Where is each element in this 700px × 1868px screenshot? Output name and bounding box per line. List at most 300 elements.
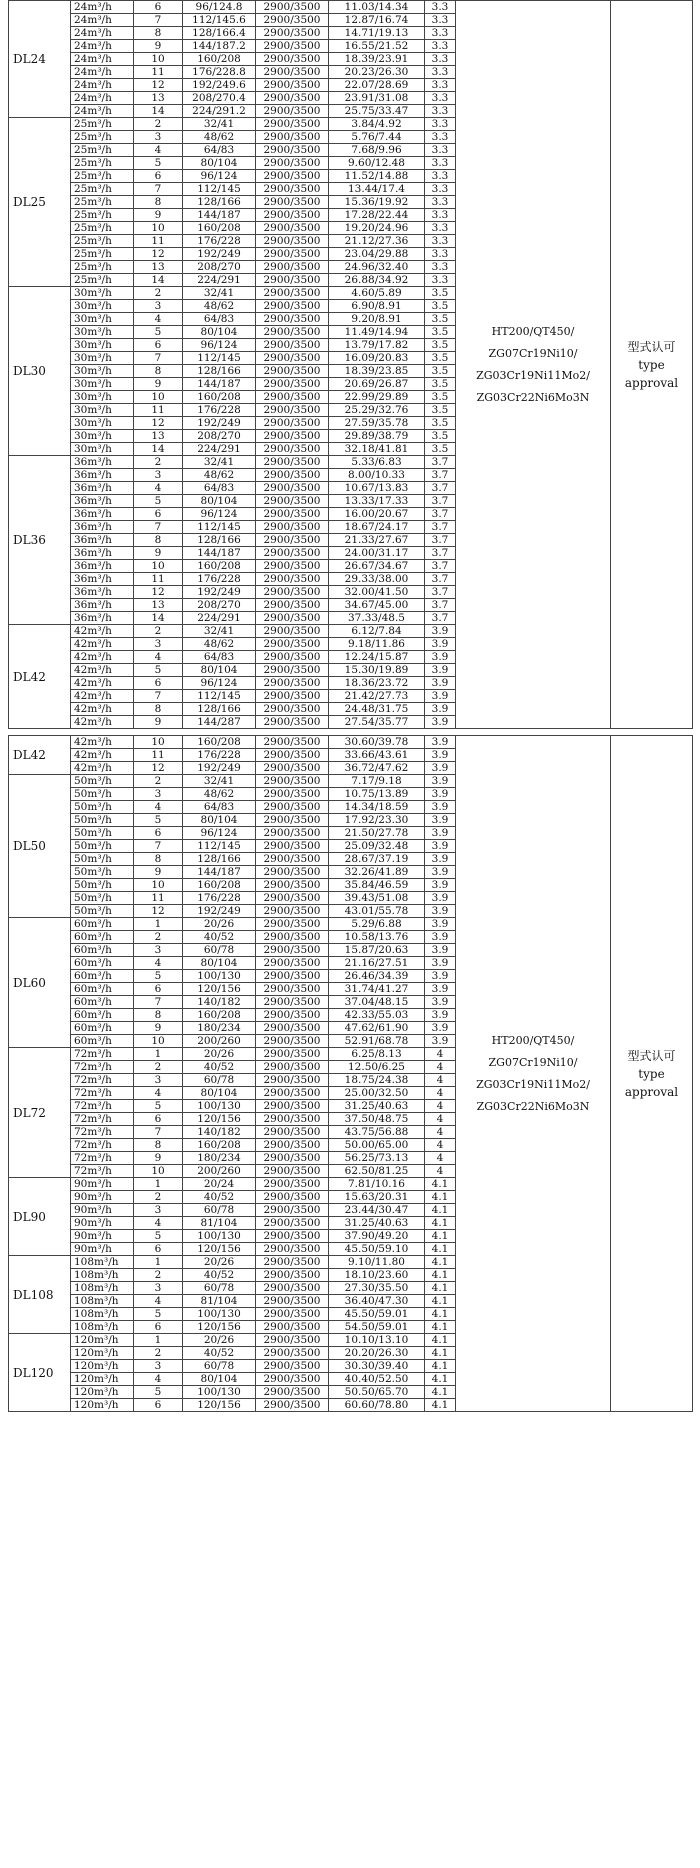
power-cell: 32.26/41.89: [329, 866, 425, 879]
spec-sheet: [8, 0, 692, 1412]
head-cell: 100/130: [183, 970, 256, 983]
speed-cell: 2900/3500: [256, 638, 329, 651]
flow-cell: 108m³/h: [71, 1308, 134, 1321]
flow-cell: 50m³/h: [71, 788, 134, 801]
head-cell: 176/228: [183, 404, 256, 417]
head-cell: 40/52: [183, 1191, 256, 1204]
power-cell: 12.50/6.25: [329, 1061, 425, 1074]
speed-cell: 2900/3500: [256, 469, 329, 482]
stage-cell: 5: [134, 1308, 183, 1321]
flow-cell: 60m³/h: [71, 1035, 134, 1048]
npsh-cell: 3.9: [425, 788, 456, 801]
head-cell: 64/83: [183, 482, 256, 495]
npsh-cell: 3.7: [425, 560, 456, 573]
flow-cell: 108m³/h: [71, 1295, 134, 1308]
power-cell: 21.42/27.73: [329, 690, 425, 703]
speed-cell: 2900/3500: [256, 339, 329, 352]
flow-cell: 30m³/h: [71, 391, 134, 404]
head-cell: 140/182: [183, 1126, 256, 1139]
npsh-cell: 3.7: [425, 599, 456, 612]
speed-cell: 2900/3500: [256, 1321, 329, 1334]
speed-cell: 2900/3500: [256, 326, 329, 339]
power-cell: 28.67/37.19: [329, 853, 425, 866]
flow-cell: 30m³/h: [71, 339, 134, 352]
npsh-cell: 3.5: [425, 326, 456, 339]
npsh-cell: 3.5: [425, 391, 456, 404]
head-cell: 160/208: [183, 736, 256, 749]
material-line: ZG03Cr22Ni6Mo3N: [476, 1099, 590, 1113]
stage-cell: 5: [134, 664, 183, 677]
model-cell: DL36: [9, 456, 71, 625]
npsh-cell: 4.1: [425, 1295, 456, 1308]
power-cell: 35.84/46.59: [329, 879, 425, 892]
speed-cell: 2900/3500: [256, 1204, 329, 1217]
head-cell: 160/208: [183, 391, 256, 404]
flow-cell: 72m³/h: [71, 1074, 134, 1087]
head-cell: 140/182: [183, 996, 256, 1009]
flow-cell: 72m³/h: [71, 1126, 134, 1139]
flow-cell: 24m³/h: [71, 27, 134, 40]
head-cell: 192/249: [183, 586, 256, 599]
stage-cell: 8: [134, 1139, 183, 1152]
speed-cell: 2900/3500: [256, 1, 329, 14]
npsh-cell: 3.9: [425, 918, 456, 931]
npsh-cell: 3.3: [425, 196, 456, 209]
head-cell: 40/52: [183, 931, 256, 944]
speed-cell: 2900/3500: [256, 664, 329, 677]
head-cell: 64/83: [183, 144, 256, 157]
power-cell: 21.12/27.36: [329, 235, 425, 248]
npsh-cell: 3.9: [425, 690, 456, 703]
flow-cell: 36m³/h: [71, 547, 134, 560]
head-cell: 160/208: [183, 222, 256, 235]
flow-cell: 30m³/h: [71, 365, 134, 378]
flow-cell: 36m³/h: [71, 521, 134, 534]
stage-cell: 4: [134, 957, 183, 970]
npsh-cell: 3.5: [425, 313, 456, 326]
flow-cell: 25m³/h: [71, 183, 134, 196]
speed-cell: 2900/3500: [256, 840, 329, 853]
flow-cell: 60m³/h: [71, 931, 134, 944]
stage-cell: 1: [134, 1048, 183, 1061]
speed-cell: 2900/3500: [256, 970, 329, 983]
power-cell: 27.54/35.77: [329, 716, 425, 729]
speed-cell: 2900/3500: [256, 66, 329, 79]
material-line: HT200/QT450/: [491, 1033, 575, 1047]
head-cell: 20/26: [183, 1048, 256, 1061]
flow-cell: 50m³/h: [71, 866, 134, 879]
npsh-cell: 3.7: [425, 586, 456, 599]
head-cell: 40/52: [183, 1061, 256, 1074]
power-cell: 43.75/56.88: [329, 1126, 425, 1139]
speed-cell: 2900/3500: [256, 209, 329, 222]
power-cell: 37.50/48.75: [329, 1113, 425, 1126]
material-line: ZG03Cr19Ni11Mo2/: [476, 1077, 590, 1091]
material-line: ZG03Cr22Ni6Mo3N: [476, 390, 590, 404]
speed-cell: 2900/3500: [256, 300, 329, 313]
npsh-cell: 4: [425, 1113, 456, 1126]
speed-cell: 2900/3500: [256, 222, 329, 235]
stage-cell: 2: [134, 775, 183, 788]
power-cell: 7.81/10.16: [329, 1178, 425, 1191]
stage-cell: 7: [134, 1126, 183, 1139]
npsh-cell: 4: [425, 1165, 456, 1178]
head-cell: 48/62: [183, 131, 256, 144]
speed-cell: 2900/3500: [256, 957, 329, 970]
head-cell: 176/228: [183, 235, 256, 248]
speed-cell: 2900/3500: [256, 1334, 329, 1347]
flow-cell: 108m³/h: [71, 1321, 134, 1334]
stage-cell: 11: [134, 749, 183, 762]
head-cell: 176/228: [183, 892, 256, 905]
stage-cell: 7: [134, 840, 183, 853]
speed-cell: 2900/3500: [256, 560, 329, 573]
flow-cell: 25m³/h: [71, 209, 134, 222]
model-cell: DL24: [9, 1, 71, 118]
power-cell: 30.30/39.40: [329, 1360, 425, 1373]
speed-cell: 2900/3500: [256, 1100, 329, 1113]
npsh-cell: 3.9: [425, 651, 456, 664]
power-cell: 45.50/59.01: [329, 1308, 425, 1321]
head-cell: 224/291: [183, 612, 256, 625]
head-cell: 112/145: [183, 183, 256, 196]
flow-cell: 36m³/h: [71, 534, 134, 547]
speed-cell: 2900/3500: [256, 599, 329, 612]
head-cell: 60/78: [183, 1282, 256, 1295]
stage-cell: 12: [134, 905, 183, 918]
flow-cell: 60m³/h: [71, 957, 134, 970]
stage-cell: 14: [134, 443, 183, 456]
npsh-cell: 3.9: [425, 827, 456, 840]
npsh-cell: 3.5: [425, 365, 456, 378]
stage-cell: 5: [134, 814, 183, 827]
stage-cell: 3: [134, 944, 183, 957]
head-cell: 81/104: [183, 1295, 256, 1308]
head-cell: 60/78: [183, 1204, 256, 1217]
npsh-cell: 3.9: [425, 879, 456, 892]
flow-cell: 50m³/h: [71, 905, 134, 918]
flow-cell: 72m³/h: [71, 1152, 134, 1165]
speed-cell: 2900/3500: [256, 92, 329, 105]
power-cell: 15.36/19.92: [329, 196, 425, 209]
power-cell: 50.50/65.70: [329, 1386, 425, 1399]
speed-cell: 2900/3500: [256, 1308, 329, 1321]
stage-cell: 8: [134, 853, 183, 866]
speed-cell: 2900/3500: [256, 1282, 329, 1295]
npsh-cell: 3.9: [425, 749, 456, 762]
flow-cell: 120m³/h: [71, 1386, 134, 1399]
speed-cell: 2900/3500: [256, 443, 329, 456]
head-cell: 208/270: [183, 430, 256, 443]
power-cell: 9.60/12.48: [329, 157, 425, 170]
stage-cell: 2: [134, 625, 183, 638]
head-cell: 160/208: [183, 1139, 256, 1152]
power-cell: 26.46/34.39: [329, 970, 425, 983]
speed-cell: 2900/3500: [256, 417, 329, 430]
npsh-cell: 3.9: [425, 892, 456, 905]
head-cell: 128/166: [183, 534, 256, 547]
power-cell: 31.25/40.63: [329, 1100, 425, 1113]
power-cell: 27.30/35.50: [329, 1282, 425, 1295]
head-cell: 144/187: [183, 547, 256, 560]
stage-cell: 4: [134, 1373, 183, 1386]
power-cell: 5.29/6.88: [329, 918, 425, 931]
speed-cell: 2900/3500: [256, 1009, 329, 1022]
stage-cell: 8: [134, 1009, 183, 1022]
power-cell: 11.49/14.94: [329, 326, 425, 339]
head-cell: 32/41: [183, 118, 256, 131]
head-cell: 128/166: [183, 703, 256, 716]
certification-cell: [611, 1, 693, 729]
speed-cell: 2900/3500: [256, 827, 329, 840]
head-cell: 64/83: [183, 313, 256, 326]
head-cell: 224/291.2: [183, 105, 256, 118]
npsh-cell: 3.3: [425, 183, 456, 196]
stage-cell: 6: [134, 983, 183, 996]
stage-cell: 12: [134, 248, 183, 261]
stage-cell: 5: [134, 1100, 183, 1113]
power-cell: 6.25/8.13: [329, 1048, 425, 1061]
npsh-cell: 3.3: [425, 27, 456, 40]
npsh-cell: 3.7: [425, 573, 456, 586]
flow-cell: 24m³/h: [71, 105, 134, 118]
power-cell: 25.29/32.76: [329, 404, 425, 417]
head-cell: 120/156: [183, 1243, 256, 1256]
npsh-cell: 3.9: [425, 677, 456, 690]
head-cell: 80/104: [183, 326, 256, 339]
flow-cell: 42m³/h: [71, 651, 134, 664]
head-cell: 144/187.2: [183, 40, 256, 53]
npsh-cell: 3.9: [425, 996, 456, 1009]
head-cell: 100/130: [183, 1100, 256, 1113]
speed-cell: 2900/3500: [256, 1256, 329, 1269]
flow-cell: 60m³/h: [71, 983, 134, 996]
flow-cell: 42m³/h: [71, 664, 134, 677]
power-cell: 16.00/20.67: [329, 508, 425, 521]
npsh-cell: 3.3: [425, 157, 456, 170]
power-cell: 13.44/17.4: [329, 183, 425, 196]
stage-cell: 7: [134, 183, 183, 196]
npsh-cell: 3.5: [425, 300, 456, 313]
head-cell: 144/187: [183, 866, 256, 879]
power-cell: 9.20/8.91: [329, 313, 425, 326]
speed-cell: 2900/3500: [256, 534, 329, 547]
head-cell: 64/83: [183, 651, 256, 664]
flow-cell: 36m³/h: [71, 469, 134, 482]
power-cell: 47.62/61.90: [329, 1022, 425, 1035]
npsh-cell: 3.3: [425, 235, 456, 248]
npsh-cell: 3.3: [425, 261, 456, 274]
head-cell: 144/187: [183, 209, 256, 222]
npsh-cell: 4.1: [425, 1178, 456, 1191]
flow-cell: 30m³/h: [71, 300, 134, 313]
head-cell: 48/62: [183, 469, 256, 482]
stage-cell: 10: [134, 560, 183, 573]
power-cell: 40.40/52.50: [329, 1373, 425, 1386]
speed-cell: 2900/3500: [256, 788, 329, 801]
stage-cell: 8: [134, 534, 183, 547]
power-cell: 15.87/20.63: [329, 944, 425, 957]
stage-cell: 12: [134, 762, 183, 775]
flow-cell: 90m³/h: [71, 1230, 134, 1243]
power-cell: 19.20/24.96: [329, 222, 425, 235]
power-cell: 25.00/32.50: [329, 1087, 425, 1100]
head-cell: 80/104: [183, 157, 256, 170]
npsh-cell: 3.3: [425, 274, 456, 287]
npsh-cell: 3.5: [425, 417, 456, 430]
power-cell: 25.75/33.47: [329, 105, 425, 118]
stage-cell: 3: [134, 469, 183, 482]
stage-cell: 4: [134, 651, 183, 664]
flow-cell: 36m³/h: [71, 586, 134, 599]
head-cell: 180/234: [183, 1022, 256, 1035]
speed-cell: 2900/3500: [256, 1048, 329, 1061]
flow-cell: 50m³/h: [71, 814, 134, 827]
speed-cell: 2900/3500: [256, 274, 329, 287]
npsh-cell: 3.9: [425, 931, 456, 944]
flow-cell: 108m³/h: [71, 1256, 134, 1269]
stage-cell: 14: [134, 105, 183, 118]
npsh-cell: 3.7: [425, 482, 456, 495]
stage-cell: 6: [134, 1243, 183, 1256]
speed-cell: 2900/3500: [256, 1217, 329, 1230]
stage-cell: 10: [134, 879, 183, 892]
stage-cell: 13: [134, 430, 183, 443]
stage-cell: 8: [134, 196, 183, 209]
npsh-cell: 3.3: [425, 118, 456, 131]
stage-cell: 12: [134, 79, 183, 92]
stage-cell: 2: [134, 931, 183, 944]
table-row: [9, 1, 693, 14]
speed-cell: 2900/3500: [256, 1152, 329, 1165]
power-cell: 23.91/31.08: [329, 92, 425, 105]
flow-cell: 120m³/h: [71, 1360, 134, 1373]
head-cell: 144/187: [183, 378, 256, 391]
npsh-cell: 3.9: [425, 1022, 456, 1035]
stage-cell: 5: [134, 157, 183, 170]
power-cell: 52.91/68.78: [329, 1035, 425, 1048]
stage-cell: 7: [134, 690, 183, 703]
npsh-cell: 3.3: [425, 14, 456, 27]
head-cell: 200/260: [183, 1165, 256, 1178]
stage-cell: 13: [134, 92, 183, 105]
speed-cell: 2900/3500: [256, 1269, 329, 1282]
flow-cell: 30m³/h: [71, 287, 134, 300]
speed-cell: 2900/3500: [256, 235, 329, 248]
stage-cell: 7: [134, 521, 183, 534]
flow-cell: 30m³/h: [71, 443, 134, 456]
pump-spec-table-1: [8, 0, 693, 729]
npsh-cell: 4.1: [425, 1334, 456, 1347]
power-cell: 24.00/31.17: [329, 547, 425, 560]
flow-cell: 25m³/h: [71, 274, 134, 287]
head-cell: 32/41: [183, 625, 256, 638]
npsh-cell: 4.1: [425, 1373, 456, 1386]
flow-cell: 72m³/h: [71, 1048, 134, 1061]
stage-cell: 3: [134, 638, 183, 651]
stage-cell: 2: [134, 287, 183, 300]
power-cell: 23.44/30.47: [329, 1204, 425, 1217]
stage-cell: 9: [134, 1152, 183, 1165]
head-cell: 60/78: [183, 944, 256, 957]
flow-cell: 36m³/h: [71, 495, 134, 508]
npsh-cell: 3.3: [425, 222, 456, 235]
stage-cell: 7: [134, 14, 183, 27]
flow-cell: 90m³/h: [71, 1243, 134, 1256]
speed-cell: 2900/3500: [256, 79, 329, 92]
npsh-cell: 4: [425, 1074, 456, 1087]
head-cell: 112/145: [183, 352, 256, 365]
head-cell: 96/124.8: [183, 1, 256, 14]
npsh-cell: 3.7: [425, 495, 456, 508]
npsh-cell: 4: [425, 1048, 456, 1061]
npsh-cell: 3.5: [425, 352, 456, 365]
power-cell: 18.39/23.85: [329, 365, 425, 378]
speed-cell: 2900/3500: [256, 573, 329, 586]
npsh-cell: 3.9: [425, 736, 456, 749]
npsh-cell: 3.5: [425, 404, 456, 417]
stage-cell: 3: [134, 1204, 183, 1217]
speed-cell: 2900/3500: [256, 508, 329, 521]
stage-cell: 3: [134, 788, 183, 801]
flow-cell: 42m³/h: [71, 736, 134, 749]
head-cell: 200/260: [183, 1035, 256, 1048]
head-cell: 120/156: [183, 1399, 256, 1412]
head-cell: 96/124: [183, 339, 256, 352]
model-cell: DL30: [9, 287, 71, 456]
power-cell: 25.09/32.48: [329, 840, 425, 853]
model-cell: DL72: [9, 1048, 71, 1178]
power-cell: 18.10/23.60: [329, 1269, 425, 1282]
flow-cell: 36m³/h: [71, 612, 134, 625]
head-cell: 120/156: [183, 983, 256, 996]
npsh-cell: 4: [425, 1061, 456, 1074]
npsh-cell: 4.1: [425, 1347, 456, 1360]
speed-cell: 2900/3500: [256, 261, 329, 274]
certification-line: 型式认可: [627, 339, 676, 354]
flow-cell: 50m³/h: [71, 853, 134, 866]
stage-cell: 11: [134, 892, 183, 905]
head-cell: 192/249: [183, 417, 256, 430]
certification-line: approval: [624, 1084, 679, 1099]
power-cell: 45.50/59.10: [329, 1243, 425, 1256]
stage-cell: 6: [134, 1, 183, 14]
head-cell: 32/41: [183, 775, 256, 788]
stage-cell: 1: [134, 918, 183, 931]
certification-line: type: [638, 1066, 665, 1081]
npsh-cell: 4.1: [425, 1191, 456, 1204]
npsh-cell: 4: [425, 1139, 456, 1152]
head-cell: 100/130: [183, 1230, 256, 1243]
power-cell: 24.96/32.40: [329, 261, 425, 274]
head-cell: 208/270: [183, 599, 256, 612]
npsh-cell: 4.1: [425, 1230, 456, 1243]
flow-cell: 36m³/h: [71, 482, 134, 495]
speed-cell: 2900/3500: [256, 53, 329, 66]
flow-cell: 25m³/h: [71, 248, 134, 261]
stage-cell: 11: [134, 404, 183, 417]
head-cell: 40/52: [183, 1269, 256, 1282]
power-cell: 21.50/27.78: [329, 827, 425, 840]
npsh-cell: 3.9: [425, 625, 456, 638]
flow-cell: 50m³/h: [71, 892, 134, 905]
power-cell: 37.04/48.15: [329, 996, 425, 1009]
flow-cell: 24m³/h: [71, 40, 134, 53]
npsh-cell: 3.7: [425, 508, 456, 521]
npsh-cell: 3.7: [425, 534, 456, 547]
power-cell: 6.12/7.84: [329, 625, 425, 638]
speed-cell: 2900/3500: [256, 1035, 329, 1048]
